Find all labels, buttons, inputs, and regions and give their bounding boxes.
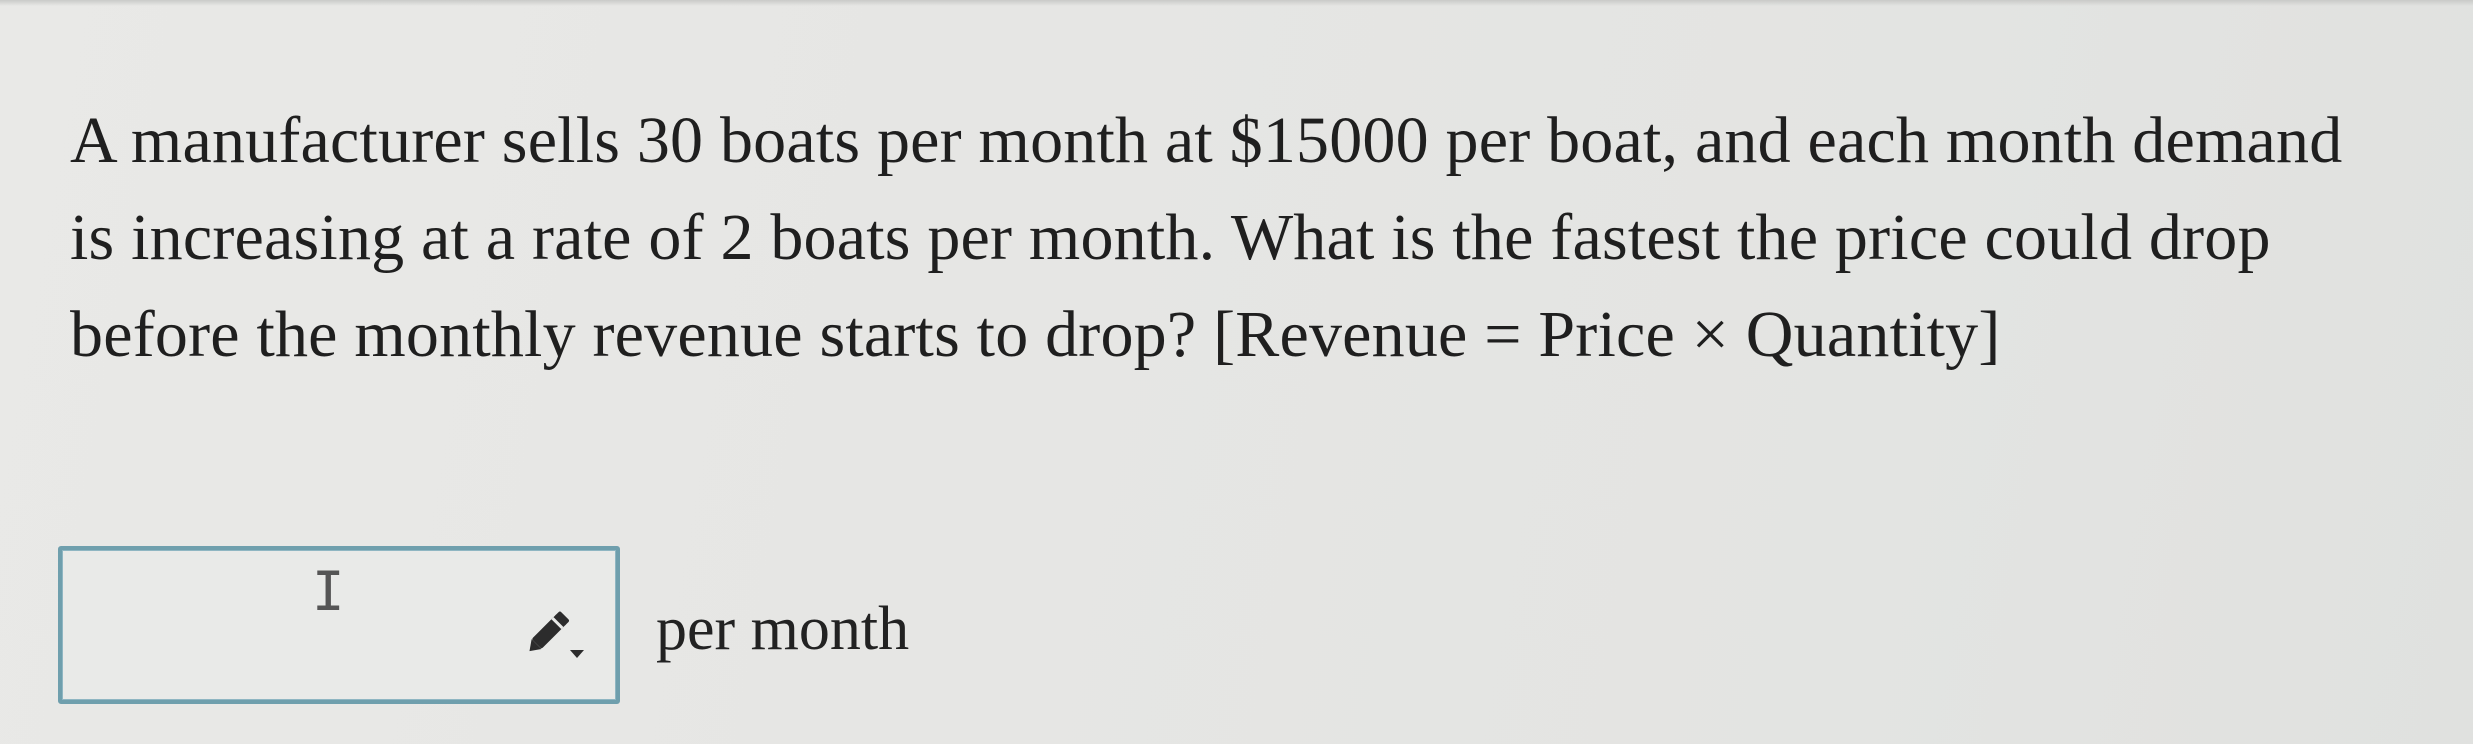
answer-row [58, 542, 909, 708]
unit-label: per month [656, 595, 910, 663]
question-text: A manufacturer sells 30 boats per month at $15000 per boat, and each month demand is increasing at a rate of 2 boats per month. What is the fastest the price could drop before the monthly revenue starts to drop? [Revenue = Price × Quantity] [70, 104, 2343, 371]
answer-input[interactable] [58, 546, 620, 704]
top-divider [0, 0, 2473, 6]
text-cursor-icon: I [312, 560, 345, 623]
pencil-dropdown-icon[interactable] [520, 602, 592, 666]
